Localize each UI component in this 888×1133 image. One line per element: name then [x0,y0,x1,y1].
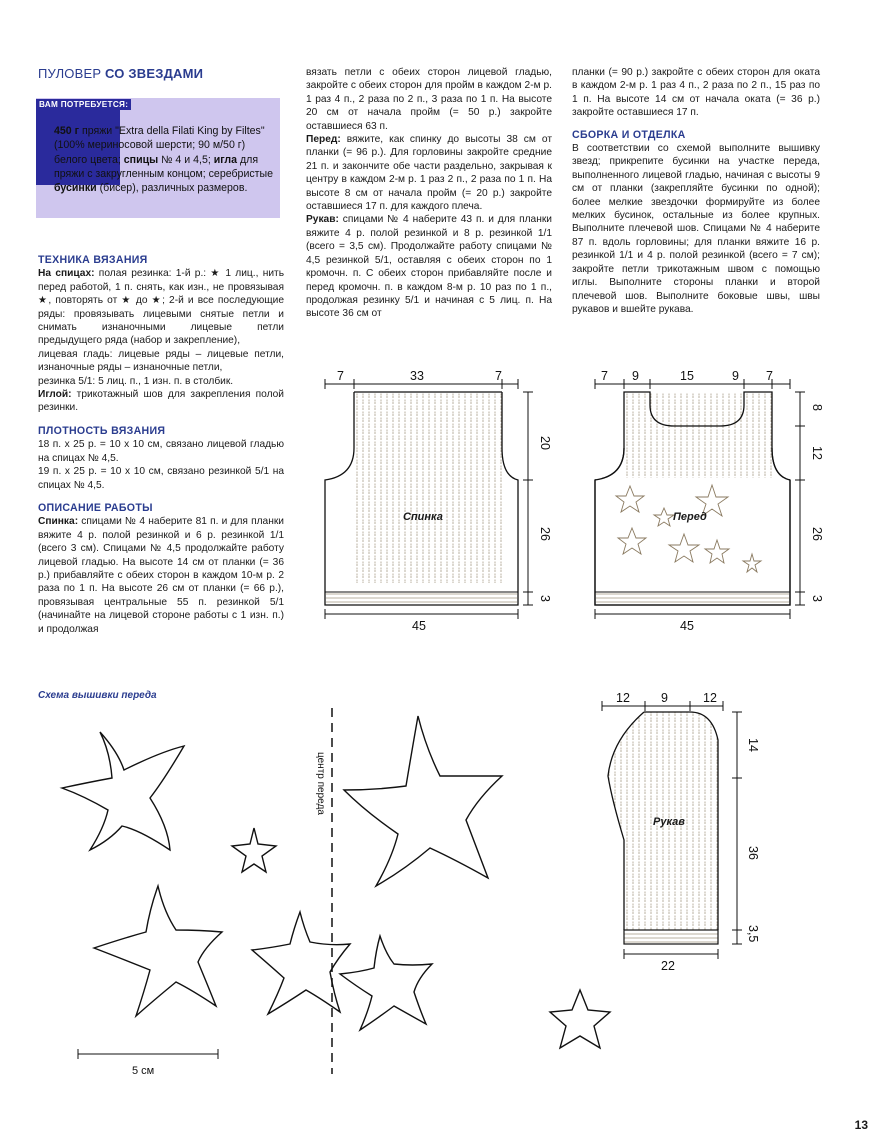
sleeve-dim-width: 22 [661,959,675,973]
page-title: ПУЛОВЕР СО ЗВЕЗДАМИ [38,66,204,81]
back-continued: вязать петли с обеих сторон лицевой гладью, закройте с обеих сторон для пройм в каждом 2-м р. 1 раз 4 п., 2 раза по 2 п., 3 раза по 1 п. На высоте 20 см от начала пройм (= 50 р.) закройте оставшиеся 63 п. [306,67,552,132]
front-instructions: Перед: вяжите, как спинку до высоты 38 см от планки (= 96 р.). Для горловины закройте средние 21 п. и закончите обе части раздельно, закрывая к центру в каждом 2-м р. 1 раз 2 п., 2 раза по 1 п. На высоте 8 см от начала пройм (= 20 р.) закройте оставшиеся 17 п. для каждого плеча. [306,134,552,213]
scale-label: 5 см [132,1065,155,1077]
front-dim-top-1: 7 [601,369,608,383]
page-number: 13 [854,1118,868,1132]
front-dim-body: 26 [810,527,824,541]
assembly-heading: СБОРКА И ОТДЕЛКА [572,128,686,141]
sleeve-dim-top-left: 12 [616,691,630,705]
front-dim-width: 45 [680,619,694,633]
technique-heading: ТЕХНИКА ВЯЗАНИЯ [38,254,148,266]
back-dim-body: 26 [538,527,552,541]
front-dim-armhole: 12 [810,446,824,460]
star-3 [94,886,222,1016]
gauge-line1: 18 п. х 25 р. = 10 х 10 см, связано лицевой гладью на спицах № 4,5. [38,439,284,464]
star-5 [252,912,350,1014]
sleeve-dim-top-right: 12 [703,691,717,705]
sleeve-schematic [602,691,760,973]
assembly-text: В соответствии со схемой выполните вышивку звезд; прикрепите бусинки на участке переда, выполненного лицевой гладью, начиная с высоты 9 см от планки (закрепляйте бусинки по одной); более мелкие звездочки формируйте из более мелких бусинок, остальные из более крупных. Выполните плечевой шов. Спицами № 4 наберите 87 п. вдоль горловины; для планки вяжите 16 р. резинкой 1/1 и 4 р. полой резинкой (всего = 7 см); закройте петли трикотажным швом с помощью иглы. Выполните стороны планки и второй плечевой шов. Выполните боковые швы, швы рукавов и вшейте рукава. [572,143,820,315]
sleeve-instructions: Рукав: спицами № 4 наберите 43 п. и для планки вяжите 4 р. полой резинкой и 8 р. резинкой 1/1 (всего = 3,5 см). Продолжайте работу спицами № 4,5 резинкой 5/1, оставляя с обеих сторон по 1 кромочн. п. С обеих сторон прибавляйте после и перед кромочн. п. в каждом 8-м р. 10 раз по 1 п., продолжая резинку 5/1 и начиная с 5 лиц. п. На высоте 36 см от [306,214,552,320]
front-schematic [595,369,824,633]
back-schematic [325,369,552,633]
technique-needle: Иглой: трикотажный шов для закрепления полой резинки. [38,389,284,414]
materials-tag: ВАМ ПОТРЕБУЕТСЯ: [36,99,131,110]
back-dim-armhole: 20 [538,436,552,450]
front-dim-top-4: 9 [732,369,739,383]
back-dim-top-left: 7 [337,369,344,383]
front-label: Перед [673,511,707,523]
technique-stockinette: лицевая гладь: лицевые ряды – лицевые петли, изнаночные ряды – изнаночные петли, [38,348,284,374]
sleeve-label: Рукав [653,816,685,828]
star-1 [62,732,184,850]
back-dim-band: 3 [538,595,552,602]
sleeve-dim-length: 36 [746,846,760,860]
front-dim-top-5: 7 [766,369,773,383]
technique-knit: На спицах: полая резинка: 1-й р.: ★ 1 лиц., нить перед работой, 1 п. снять, как изн., не провязывая ★, повторять от ★ до ★; 2-й и все последующие ряды: провязывать лицевыми снятые петли и снимать изнаночными лицевые петли предыдущего ряда (набор и закрепление), [38,268,285,347]
front-dim-neck: 8 [810,404,824,411]
star-6 [340,936,432,1030]
description-heading: ОПИСАНИЕ РАБОТЫ [38,501,153,514]
sleeve-dim-cap: 14 [746,738,760,752]
back-dim-top-center: 33 [410,369,424,383]
embroidery-stars [62,716,610,1048]
front-dim-band: 3 [810,595,824,602]
star-7 [550,990,610,1048]
front-dim-top-2: 9 [632,369,639,383]
technique-rib: резинка 5/1: 5 лиц. п., 1 изн. п. в столбик. [38,375,234,387]
back-dim-width: 45 [412,619,426,633]
star-2 [232,828,276,872]
front-dim-top-3: 15 [680,369,694,383]
back-dim-top-right: 7 [495,369,502,383]
sleeve-dim-top-center: 9 [661,691,668,705]
embroidery-caption: Схема вышивки переда [38,690,157,701]
materials-text: 450 г пряжи "Extra della Filati King by Filtes" (100% мериносовой шерсти; 90 м/50 г) белого цвета; спицы № 4 и 4,5; игла для пряжи с закругленным концом; серебристые бусинки (бисер), различных размеров. [54,125,274,195]
back-instructions: Спинка: спицами № 4 наберите 81 п. и для планки вяжите 4 р. полой резинкой и 6 р. резинкой 1/1 (всего 3 см). Спицами № 4,5 продолжайте работу лицевой гладью. На высоте 14 см от планки (= 36 р.) прибавляйте с обеих сторон в каждом 10-м р. 2 раза по 1 п. На высоте 26 см от планки (= 66 р.), провязывая центральные 55 п. резинкой 5/1 (начинайте на лицевой стороне работы с 1 изн. п.) и продолжая [38,516,284,635]
gauge-line2: 19 п. х 25 р. = 10 х 10 см, связано резинкой 5/1 на спицах № 4,5. [38,466,284,491]
sleeve-dim-band: 3,5 [746,925,760,943]
star-4 [344,716,502,886]
back-label: Спинка [403,511,443,523]
gauge-heading: ПЛОТНОСТЬ ВЯЗАНИЯ [38,424,166,437]
center-front-label: центр переда [315,752,326,815]
sleeve-continued: планки (= 90 р.) закройте с обеих сторон для оката в каждом 2-м р. 1 раз 4 п., 2 раза по 2 п., 15 раз по 1 п. На высоте 14 см от начала оката (= 36 р.) закройте оставшиеся 17 п. [572,67,820,119]
